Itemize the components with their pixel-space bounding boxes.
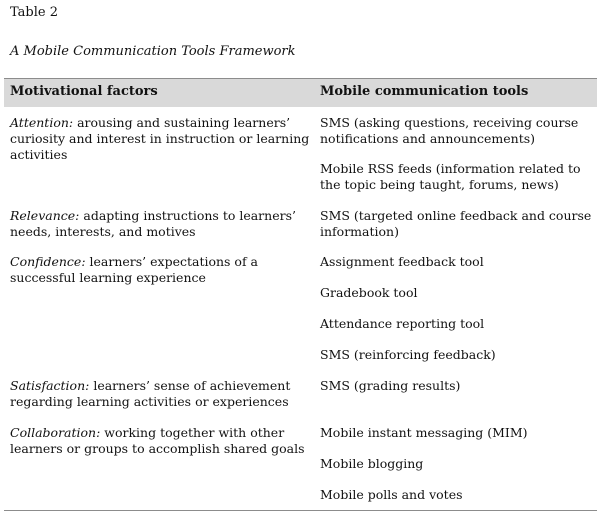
factor-description: learners’ expectations of a successful learning experience <box>10 254 259 285</box>
column-header-motivational-factors: Motivational factors <box>10 84 158 99</box>
factor-description: adapting instructions to learners’ needs, interests, and motives <box>10 208 296 239</box>
factor-description: learners’ sense of achievement regarding learning activities or experiences <box>10 378 291 409</box>
tool-mobile-blogging: Mobile blogging <box>320 456 424 471</box>
factor-term: Satisfaction: <box>10 378 90 393</box>
factor-description: arousing and sustaining learners’ curiosity and interest in instruction or learning activities <box>10 115 310 162</box>
tool-mobile-instant-messaging: Mobile instant messaging (MIM) <box>320 425 528 440</box>
table-number: Table 2 <box>10 5 58 20</box>
tool-mobile-polls-votes: Mobile polls and votes <box>320 487 463 502</box>
table-bottom-rule <box>4 510 597 511</box>
tool-mobile-rss-feeds: Mobile RSS feeds (information related to the topic being taught, forums, news) <box>320 161 581 192</box>
factor-attention <box>10 115 310 163</box>
tool-sms-questions: SMS (asking questions, receiving course notifications and announcements) <box>320 115 579 146</box>
column-header-mobile-communication-tools: Mobile communication tools <box>320 84 529 99</box>
tool-attendance-reporting: Attendance reporting tool <box>320 316 485 331</box>
factor-relevance <box>10 208 310 240</box>
tool-assignment-feedback: Assignment feedback tool <box>320 254 484 269</box>
factor-term: Confidence: <box>10 254 86 269</box>
factor-term: Attention: <box>10 115 74 130</box>
tool-gradebook: Gradebook tool <box>320 285 418 300</box>
factor-term: Relevance: <box>10 208 80 223</box>
tool-sms-targeted-feedback: SMS (targeted online feedback and course information) <box>320 208 592 239</box>
table-title: A Mobile Communication Tools Framework <box>10 44 296 59</box>
factor-satisfaction <box>10 378 310 410</box>
factor-confidence <box>10 254 310 286</box>
factor-description: working together with other learners or groups to accomplish shared goals <box>10 425 305 456</box>
tool-sms-grading-results: SMS (grading results) <box>320 378 461 393</box>
tool-sms-reinforcing-feedback: SMS (reinforcing feedback) <box>320 347 496 362</box>
factor-collaboration <box>10 425 310 457</box>
factor-term: Collaboration: <box>10 425 101 440</box>
